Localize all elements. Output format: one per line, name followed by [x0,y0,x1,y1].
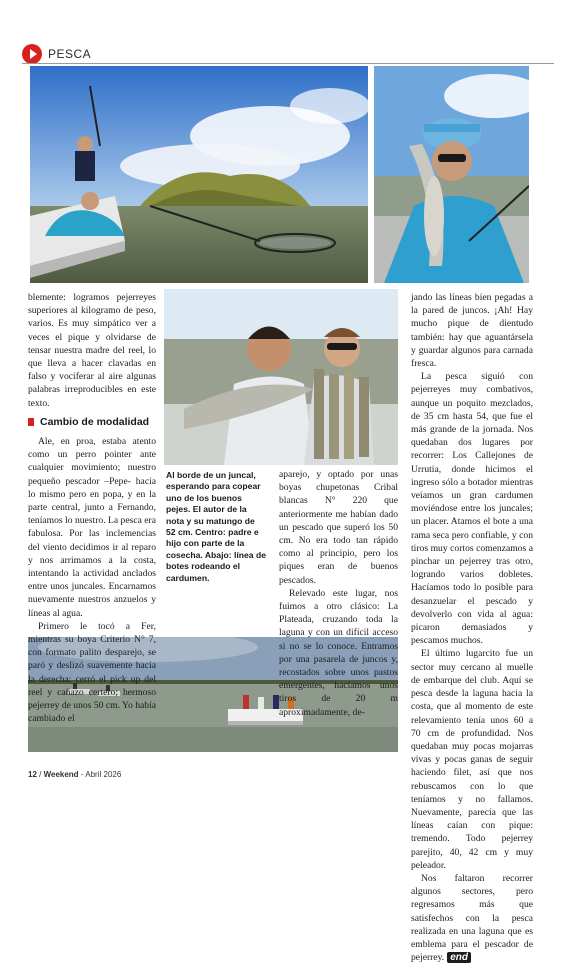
header-divider [22,63,554,64]
paragraph: aparejo, y optado por unas boyas chupetonas Cribal blancas N° 220 que anteriormente me habían dado un pescado que superó los 50 cm. No era todo tan rápido como al principio, pero los piques eran de buenos pescados. [279,469,398,586]
paragraph: blemente: logramos pejerreyes superiores al kilogramo de peso, varios. Es muy simpático ver a veces el pique y olvidarse de tensar nuestra madre del reel, lo que lleva a hacer clavadas en falso y vociferar al aire algunas palabras irreproducibles en este texto. [28,292,156,409]
photo-father-son [164,289,398,465]
section-label: PESCA [48,47,92,61]
paragraph: Relevado este lugar, nos fuimos a otro clásico: La Plateada, cruzando toda la laguna y con un difícil acceso si no se lo conoce. Entramos por una pasarela de juncos y, recostados sobre unos pastos emergentes, hacíamos unos tiros de 20 m aproximadamente, de- [279,587,398,718]
paragraph: El último lugarcito fue un sector muy cercano al muelle de embarque del club. Aquí se pesca desde la laguna hacia la costa, que al momento de este relevamiento tenía unos 60 a 70 cm de profundidad. Nos quedaban muy pocas mojarras vivas y pocas ganas de seguir haciendo filet, así que nos rebuscamos con lo que teníamos y no fallamos. Nuevamente, parecía que las líneas caían con pique: tremendo. Todo pejerrey parejito, 40, 42 cm y muy peleador. [411,648,533,871]
text-column-1 [28,291,156,726]
page-number: 12 [28,770,37,779]
text-column-3 [411,291,533,964]
photo-angler-fish [374,66,529,283]
paragraph: jando las líneas bien pegadas a la pared de juncos. ¡Ah! Hay mucho pique de dientudo también: hay que aguantársela y guardar algunos para carnada fresca. [411,292,533,370]
closing-text: Nos faltaron recorrer algunos sectores, pero regresamos más que satisfechos con la pesca realizada en una laguna que es emblema para el pescador de pejerrey. [411,872,533,964]
text-column-2 [279,468,398,719]
footer-separator: - [80,770,86,779]
paragraph: Primero le tocó a Fer, mientras su boya Criterio N° 7, con formato palito desparejo, se paró y deslizó suavemente hacia la derecha: cerró el pick up del reel y cañazo certero; hermoso pejerrey de unos 50 cm. Yo había cambiado el [28,620,156,725]
square-bullet-icon [28,418,34,426]
photo-caption: Al borde de un juncal, esperando para copear uno de los buenos pejes. El autor de la nota y su matungo de 52 cm. Centro: padre e hijo con parte de la cosecha. Abajo: línea de botes rodeando el cardumen. [166,470,266,583]
play-arrow-icon [22,44,42,64]
section-header [22,44,91,64]
paragraph [411,872,533,964]
paragraph: La pesca siguió con pejerreyes muy combativos, aunque un poquito mezclados, de 35 cm hasta 54, que fue el más grande de la jornada. Nos quedaban dos lugares por recorrer: Los Callejones de Urrutia, donde hicimos el ingreso sólo a botador mientras veíamos un gran cardumen moviéndose entre los juncales; un placer. Atamos el bote a una rama seca pero confiable, y con tiros muy cortos comenzamos a pinchar un pejerrey tras otro, logrando varios dobletes. Hacíamos todo lo posible para desanzuelar el pescado y devolverlo con vida al agua: picaron demasiados y pescamos muchos. [411,371,533,647]
page-footer [28,770,121,779]
subheading [28,416,156,429]
magazine-name: Weekend [43,770,79,779]
footer-separator: / [39,770,44,779]
paragraph: Ale, en proa, estaba atento como un perro pointer ante cualquier movimiento; nuestro pequeño pescador –Pepe- hacia lo mismo pero en popa, y en la parte central, junto a Fernando, teníamos lo nuestro. La pesca era fabulosa. Por las inclemencias del viento decidimos ir al reparo y nos arrimamos a la costa, intentando la actividad anclados entre unos juncales. Encarnamos nuevamente nuestros anzuelos y líneas al agua. [28,436,156,619]
subheading-text: Cambio de modalidad [40,415,150,428]
issue-date: Abril 2026 [85,770,122,779]
photo-landing-net [30,66,368,283]
end-mark: end [447,952,471,963]
